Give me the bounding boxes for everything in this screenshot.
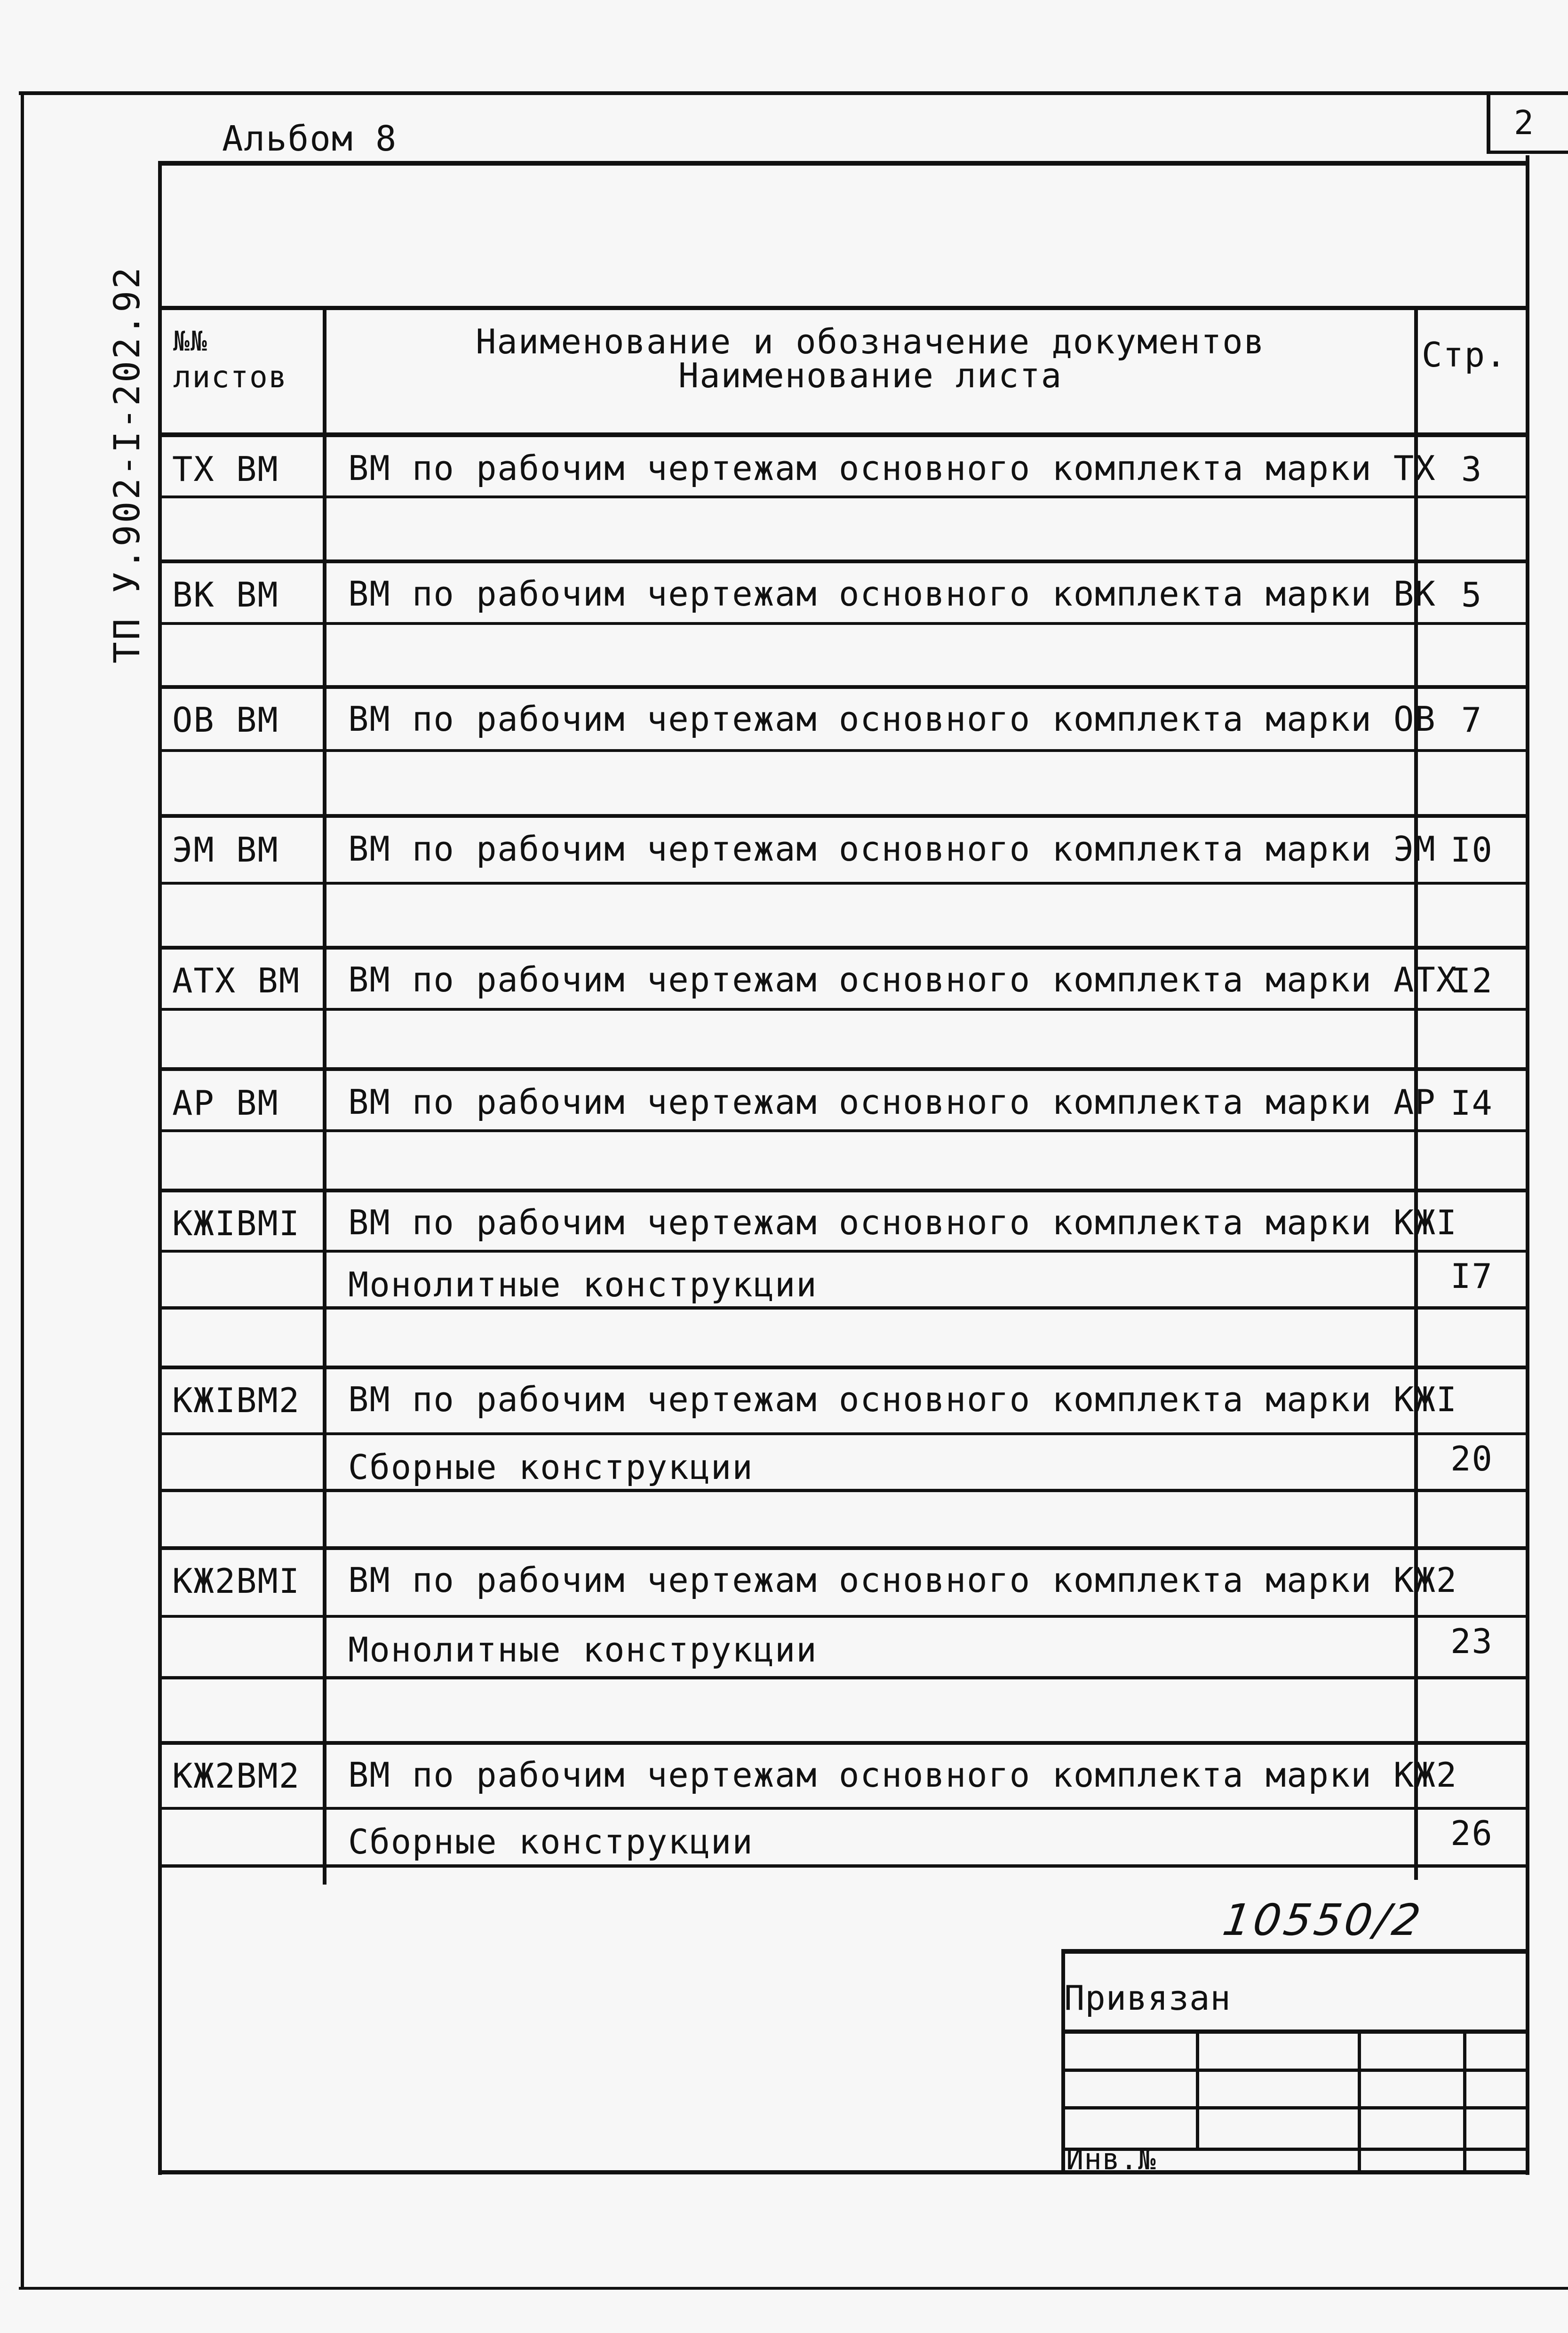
row-title: ВМ по рабочим чертежам основного комплекта марки ЭМ [348, 829, 1436, 869]
row-line [158, 1864, 1529, 1868]
album-label: Альбом 8 [222, 119, 398, 159]
handwritten-number: 10550/2 [1219, 1895, 1426, 1945]
frame-bottom-line [19, 2287, 1568, 2290]
row-title: ВМ по рабочим чертежам основного комплекта марки ТХ [348, 448, 1436, 488]
row-separator-line [158, 559, 1529, 563]
sheet-box-left-line [1487, 91, 1490, 152]
header-col3: Стр. [1422, 335, 1507, 375]
row-code: ВК ВМ [172, 575, 279, 615]
row-page: 23 [1450, 1622, 1493, 1661]
row-subtitle: Монолитные конструкции [348, 1630, 818, 1670]
row-title: ВМ по рабочим чертежам основного комплекта марки КЖ2 [348, 1755, 1458, 1795]
table-right-line [1526, 155, 1529, 2175]
row-code: ТХ ВМ [172, 449, 279, 489]
row-title: ВМ по рабочим чертежам основного комплекта марки КЖ2 [348, 1560, 1458, 1600]
header-col1-line1: №№ [173, 325, 208, 357]
row-line [158, 1807, 1529, 1810]
row-page: 26 [1450, 1814, 1493, 1853]
row-subtitle: Монолитные конструкции [348, 1265, 818, 1304]
row-line [158, 1432, 1529, 1435]
row-page: I0 [1450, 830, 1493, 870]
sheet-box-bottom-line [1487, 151, 1568, 154]
stamp-grid-line-3 [1061, 2106, 1529, 2109]
row-separator-line [158, 1546, 1529, 1550]
stamp-vline-2 [1358, 2032, 1361, 2173]
row-line [158, 1250, 1529, 1253]
sheet-number: 2 [1513, 104, 1535, 142]
header-top-line [158, 306, 1529, 310]
row-page: I2 [1450, 961, 1493, 1000]
row-separator-line [158, 1366, 1529, 1369]
row-line [158, 495, 1529, 498]
row-title: ВМ по рабочим чертежам основного комплекта марки КЖI [348, 1380, 1458, 1419]
stamp-vline-1 [1196, 2032, 1199, 2149]
row-separator-line [158, 685, 1529, 689]
row-code: АТХ ВМ [172, 961, 301, 1000]
row-line [158, 1008, 1529, 1011]
row-code: АР ВМ [172, 1083, 279, 1123]
row-line [158, 882, 1529, 885]
frame-left-line [21, 91, 24, 2290]
table-bottom-line [158, 2170, 1529, 2174]
row-page: 20 [1450, 1439, 1493, 1478]
table-left-line [158, 161, 162, 2175]
row-title: ВМ по рабочим чертежам основного комплекта марки ВК [348, 574, 1436, 614]
row-page: 7 [1461, 700, 1483, 740]
stamp-grid-line-2 [1061, 2069, 1529, 2072]
row-code: ЭМ ВМ [172, 830, 279, 870]
row-code: КЖIВМ2 [172, 1381, 301, 1420]
row-code: КЖIВМI [172, 1204, 301, 1243]
row-page: 5 [1461, 575, 1483, 615]
row-page: 3 [1461, 449, 1483, 489]
row-line [158, 1129, 1529, 1132]
table-top-line [158, 161, 1529, 166]
row-separator-line [158, 946, 1529, 950]
row-separator-line [158, 1067, 1529, 1071]
row-line [158, 749, 1529, 752]
row-line [158, 1306, 1529, 1310]
row-separator-line [158, 814, 1529, 818]
row-subtitle: Сборные конструкции [348, 1822, 754, 1862]
stamp-grid-line-1 [1061, 2029, 1529, 2034]
header-col1-line2: листов [173, 360, 288, 395]
row-title: ВМ по рабочим чертежам основного комплекта марки АР [348, 1082, 1436, 1122]
row-page: I4 [1450, 1083, 1493, 1123]
row-title: ВМ по рабочим чертежам основного комплекта марки АТХ [348, 960, 1458, 999]
side-code: ТП У.902-I-202.92 [106, 265, 148, 663]
row-title: ВМ по рабочим чертежам основного комплекта марки КЖI [348, 1203, 1458, 1242]
row-title: ВМ по рабочим чертежам основного комплекта марки ОВ [348, 699, 1436, 739]
header-col2-line1: Наименование и обозначение документов [476, 322, 1265, 361]
row-line [158, 622, 1529, 625]
row-line [158, 1676, 1529, 1679]
row-code: ОВ ВМ [172, 700, 279, 740]
row-code: КЖ2ВМ2 [172, 1756, 301, 1796]
row-line [158, 1489, 1529, 1492]
stamp-top-line [1061, 1949, 1529, 1954]
row-line [158, 1615, 1529, 1618]
stamp-vline-3 [1463, 2032, 1466, 2173]
inv-label: Инв.№ [1066, 2142, 1156, 2176]
header-bottom-line [158, 432, 1529, 437]
col1-right-line [323, 308, 326, 1885]
frame-top-line [19, 91, 1568, 95]
row-separator-line [158, 1189, 1529, 1192]
privyazan-label: Привязан [1064, 1978, 1231, 2018]
row-page: I7 [1450, 1256, 1493, 1296]
row-subtitle: Сборные конструкции [348, 1447, 754, 1487]
header-col2-line2: Наименование листа [678, 356, 1063, 395]
row-code: КЖ2ВМI [172, 1561, 301, 1601]
row-separator-line [158, 1741, 1529, 1745]
